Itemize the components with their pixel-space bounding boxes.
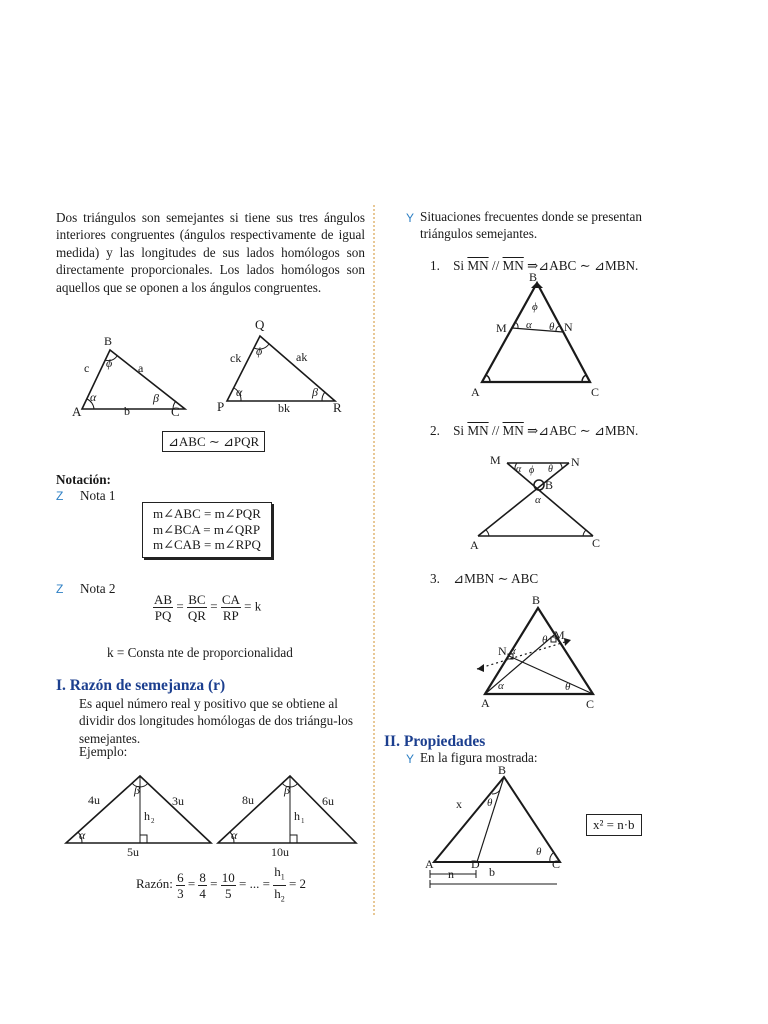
example-label: Ejemplo:	[79, 744, 128, 759]
svg-text:ϕ: ϕ	[532, 301, 538, 313]
beta-2: β	[312, 385, 318, 399]
svg-text:5u: 5u	[127, 845, 139, 859]
svg-text:θ: θ	[548, 464, 553, 475]
nota1-line-3: m∠CAB = m∠RPQ	[153, 537, 261, 552]
svg-text:θ: θ	[487, 797, 493, 809]
svg-text:M: M	[554, 628, 565, 642]
situation-3-figure	[465, 590, 615, 712]
svg-text:α: α	[535, 494, 541, 506]
svg-text:α: α	[510, 645, 516, 657]
svg-text:h: h	[144, 809, 150, 823]
nota1-label: Nota 1	[80, 488, 116, 503]
section-1-title: I. Razón de semejanza (r)	[56, 677, 226, 694]
formula-box: x² = n·b	[586, 814, 642, 836]
side-ck: ck	[230, 351, 242, 365]
situation-1-figure	[460, 268, 620, 400]
ratio-equation: Razón: $\frac{6}{3}$ = $\frac{8}{4}$ = $\frac{10}{5}$ = ... = $\frac{h_1}{h_2}$ = 2	[136, 864, 307, 904]
triangle-pqr	[227, 336, 335, 401]
svg-text:β: β	[134, 783, 140, 797]
nota1-line-2: m∠BCA = m∠QRP	[153, 521, 261, 537]
svg-text:A: A	[425, 857, 434, 871]
svg-text:n: n	[448, 867, 454, 881]
ratio-triangles-figure	[60, 770, 370, 862]
phi-2: ϕ	[256, 344, 263, 358]
svg-text:A: A	[471, 385, 480, 399]
column-divider	[373, 205, 375, 915]
bullet-z-icon-2: Z	[56, 582, 64, 596]
svg-text:θ: θ	[549, 321, 555, 333]
side-c: c	[84, 361, 90, 375]
svg-text:B: B	[545, 478, 554, 492]
item-1: 1. Si $\overline{MN} // \overline{MN}$ ⇒⊿ABC ∼ ⊿MBN.	[430, 258, 639, 273]
beta-1: β	[153, 391, 159, 405]
nota1-line-1: m∠ABC = m∠PQR	[153, 506, 261, 521]
side-ak: ak	[296, 350, 308, 364]
svg-text:1: 1	[301, 817, 305, 825]
nota1-box	[142, 502, 272, 558]
svg-text:B: B	[498, 763, 507, 777]
svg-text:8u: 8u	[242, 793, 254, 807]
svg-text:M: M	[496, 321, 507, 335]
svg-text:b: b	[489, 865, 495, 879]
svg-text:θ: θ	[565, 681, 571, 693]
svg-text:N: N	[498, 644, 507, 658]
svg-text:M: M	[490, 453, 501, 467]
nota2-label: Nota 2	[80, 581, 116, 596]
phi-1: ϕ	[106, 356, 113, 370]
svg-text:β: β	[284, 783, 290, 797]
side-a: a	[138, 361, 144, 375]
svg-text:α: α	[516, 464, 522, 475]
similarity-box: ⊿ABC ∼ ⊿PQR	[162, 431, 265, 452]
svg-text:2: 2	[151, 817, 155, 825]
similar-triangles-figure	[60, 312, 360, 422]
svg-text:6u: 6u	[322, 794, 334, 808]
svg-text:B: B	[529, 270, 538, 284]
label-b: B	[104, 334, 113, 348]
bullet-z-icon: Z	[56, 489, 64, 503]
k-definition: k = Consta nte de proporcionalidad	[107, 645, 293, 660]
intro-paragraph: Dos triángulos son semejantes si tiene sus tres ángulos interiores congruentes (ángulos respectivamente de igual medida) y las longitudes de sus lados homólogos son directamente proporcionales. Los lados homólogos son aquellos que se oponen a los ángulos congruentes.	[56, 210, 365, 295]
label-q: Q	[255, 317, 265, 332]
property-figure	[420, 760, 570, 890]
item-3: 3. ⊿MBN ∼ ABC	[430, 571, 539, 586]
triangle-abc	[82, 350, 185, 409]
svg-text:α: α	[79, 828, 86, 842]
svg-text:3u: 3u	[172, 794, 184, 808]
svg-text:A: A	[481, 696, 490, 710]
situation-2-figure	[465, 448, 615, 553]
svg-text:4u: 4u	[88, 793, 100, 807]
section-2-text: En la figura mostrada:	[420, 750, 538, 765]
svg-text:θ: θ	[542, 634, 548, 646]
notation-title: Notación:	[56, 472, 111, 487]
svg-text:C: C	[592, 536, 601, 550]
label-c: C	[171, 404, 180, 419]
svg-text:N: N	[564, 320, 573, 334]
svg-text:α: α	[526, 319, 532, 331]
svg-text:A: A	[470, 538, 479, 552]
svg-text:C: C	[591, 385, 600, 399]
svg-text:α: α	[231, 828, 238, 842]
label-r: R	[333, 400, 342, 415]
svg-text:10u: 10u	[271, 845, 289, 859]
alpha-1: α	[90, 390, 97, 404]
svg-text:α: α	[498, 680, 504, 692]
svg-text:θ: θ	[536, 846, 542, 858]
side-bk: bk	[278, 401, 290, 415]
label-a: A	[72, 404, 82, 419]
item-2: 2. Si $\overline{MN} // \overline{MN}$ ⇒⊿ABC ∼ ⊿MBN.	[430, 423, 639, 438]
svg-text:C: C	[586, 697, 595, 711]
svg-text:B: B	[532, 593, 541, 607]
svg-text:C: C	[552, 857, 561, 871]
proportion-equation: $\frac{AB}{PQ}$ = $\frac{BC}{QR}$ = $\frac{CA}{RP}$ = k	[154, 592, 262, 623]
label-p: P	[217, 399, 225, 414]
svg-text:h: h	[294, 809, 300, 823]
section-1-text: Es aquel número real y positivo que se obtiene al dividir dos longitudes homólogas de dos triángu-los semejantes.	[79, 696, 353, 746]
bullet-y-icon: Y	[406, 211, 415, 225]
svg-text:ϕ: ϕ	[529, 465, 535, 476]
svg-text:N: N	[571, 455, 580, 469]
svg-text:x: x	[456, 797, 462, 811]
svg-text:D: D	[471, 857, 480, 871]
alpha-2: α	[236, 385, 243, 399]
bullet-y-icon-2: Y	[406, 752, 415, 766]
section-2-title: II. Propiedades	[384, 733, 486, 750]
side-b: b	[124, 404, 130, 418]
situations-text: Situaciones frecuentes donde se presentan triángulos semejantes.	[420, 209, 642, 242]
